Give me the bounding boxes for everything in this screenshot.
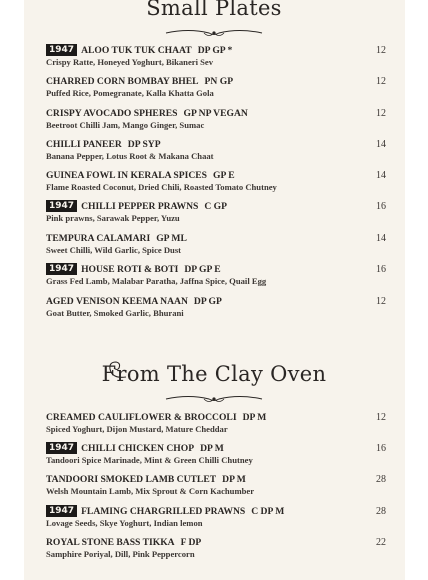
heritage-badge: 1947 [46,44,77,56]
menu-item-name: CHILLI CHICKEN CHOP [81,443,195,454]
dietary-tags: DP GP [193,296,222,307]
menu-item [46,75,386,99]
dietary-tags: DP M [200,443,224,454]
menu-item-heading [46,295,386,308]
menu-item-name: CRISPY AVOCADO SPHERES [46,108,178,119]
menu-item-heading [46,107,386,120]
menu-item-name: HOUSE ROTI & BOTI [81,264,179,275]
divider-ornament [164,393,264,405]
menu-item-heading [46,169,386,182]
menu-item-name: CHILLI PEPPER PRAWNS [81,201,199,212]
dietary-tags: DP GP E [184,264,221,275]
dietary-tags: DP M [242,412,267,423]
dietary-tags: GP NP VEGAN [183,108,248,119]
menu-item-description: Sweet Chilli, Wild Garlic, Spice Dust [46,245,182,255]
heritage-badge: 1947 [46,263,77,275]
menu-item-price: 28 [376,506,386,517]
menu-item-description: Crispy Ratte, Honeyed Yoghurt, Bikaneri Sev [46,57,214,67]
menu-item-description: Tandoori Spice Marinade, Mint & Green Chilli Chutney [46,455,253,465]
menu-item [46,505,386,529]
dietary-tags: GP ML [156,233,187,244]
menu-item-heading [46,411,386,424]
menu-item [46,232,386,256]
menu-item-description: Samphire Poriyal, Dill, Pink Peppercorn [46,549,195,559]
menu-item-price: 22 [376,537,386,548]
menu-item-name: FLAMING CHARGRILLED PRAWNS [81,506,246,517]
menu-item-price: 12 [376,45,386,56]
dietary-tags: DP M [222,474,246,485]
menu-item-price: 16 [376,264,386,275]
menu-item-price: 16 [376,443,386,454]
menu-item [46,107,386,131]
menu-item-description: Spiced Yoghurt, Dijon Mustard, Mature Cheddar [46,424,228,434]
menu-item [46,263,386,287]
dietary-tags: DP SYP [127,139,161,150]
menu-item-heading [46,75,386,88]
dietary-tags: PN GP [204,76,234,87]
menu-item-price: 12 [376,108,386,119]
menu-item-heading [46,442,386,455]
menu-item-name: AGED VENISON KEEMA NAAN [46,296,188,307]
menu-item [46,138,386,162]
menu-item-name: CHARRED CORN BOMBAY BHEL [46,76,199,87]
menu-item [46,295,386,319]
menu-item-name: ROYAL STONE BASS TIKKA [46,537,175,548]
menu-item-price: 12 [376,76,386,87]
menu-item [46,411,386,435]
heritage-badge: 1947 [46,442,77,454]
menu-item-name: CHILLI PANEER [46,139,122,150]
divider-ornament [164,27,264,39]
menu-item-heading [46,536,386,549]
menu-item [46,200,386,224]
menu-item-heading [46,232,386,245]
menu-item-description: Banana Pepper, Lotus Root & Makana Chaat [46,151,214,161]
menu-item-price: 12 [376,412,386,423]
menu-item-description: Puffed Rice, Pomegranate, Kalla Khatta Gola [46,88,214,98]
menu-item [46,473,386,497]
dietary-tags: DP GP * [197,45,233,56]
menu-item-heading [46,44,386,57]
menu-item-description: Beetroot Chilli Jam, Mango Ginger, Sumac [46,120,205,130]
menu-item-heading [46,138,386,151]
heritage-badge: 1947 [46,200,77,212]
menu-item-name: GUINEA FOWL IN KERALA SPICES [46,170,207,181]
menu-item [46,442,386,466]
section-title-small-plates: Small Plates [146,0,282,20]
menu-item-price: 12 [376,296,386,307]
menu-item-price: 28 [376,474,386,485]
menu-item-description: Flame Roasted Coconut, Dried Chili, Roasted Tomato Chutney [46,182,277,192]
menu-item-name: TEMPURA CALAMARI [46,233,151,244]
dietary-tags: GP E [213,170,235,181]
menu-item-description: Grass Fed Lamb, Malabar Paratha, Jaffna Spice, Quail Egg [46,276,267,286]
menu-item-heading [46,505,386,518]
dietary-tags: C GP [204,201,227,212]
menu-item [46,169,386,193]
menu-item-description: Goat Butter, Smoked Garlic, Bhurani [46,308,184,318]
menu-item-description: Lovage Seeds, Skye Yoghurt, Indian lemon [46,518,203,528]
dietary-tags: F DP [180,537,202,548]
menu-item-name: CREAMED CAULIFLOWER & BROCCOLI [46,412,237,423]
menu-item-heading [46,473,386,486]
menu-item [46,44,386,68]
menu-item-heading [46,200,386,213]
dietary-tags: C DP M [251,506,285,517]
menu-item-name: TANDOORI SMOKED LAMB CUTLET [46,474,217,485]
menu-item-heading [46,263,386,276]
menu-item-name: ALOO TUK TUK CHAAT [81,45,192,56]
menu-item-price: 14 [376,233,386,244]
heritage-badge: 1947 [46,505,77,517]
menu-item-price: 14 [376,170,386,181]
menu-item-price: 16 [376,201,386,212]
menu-item-price: 14 [376,139,386,150]
menu-item [46,536,386,560]
section-title-clay-oven: From The Clay Oven [101,362,327,386]
menu-item-description: Welsh Mountain Lamb, Mix Sprout & Corn Kachumber [46,486,255,496]
menu-item-description: Pink prawns, Sarawak Pepper, Yuzu [46,213,180,223]
